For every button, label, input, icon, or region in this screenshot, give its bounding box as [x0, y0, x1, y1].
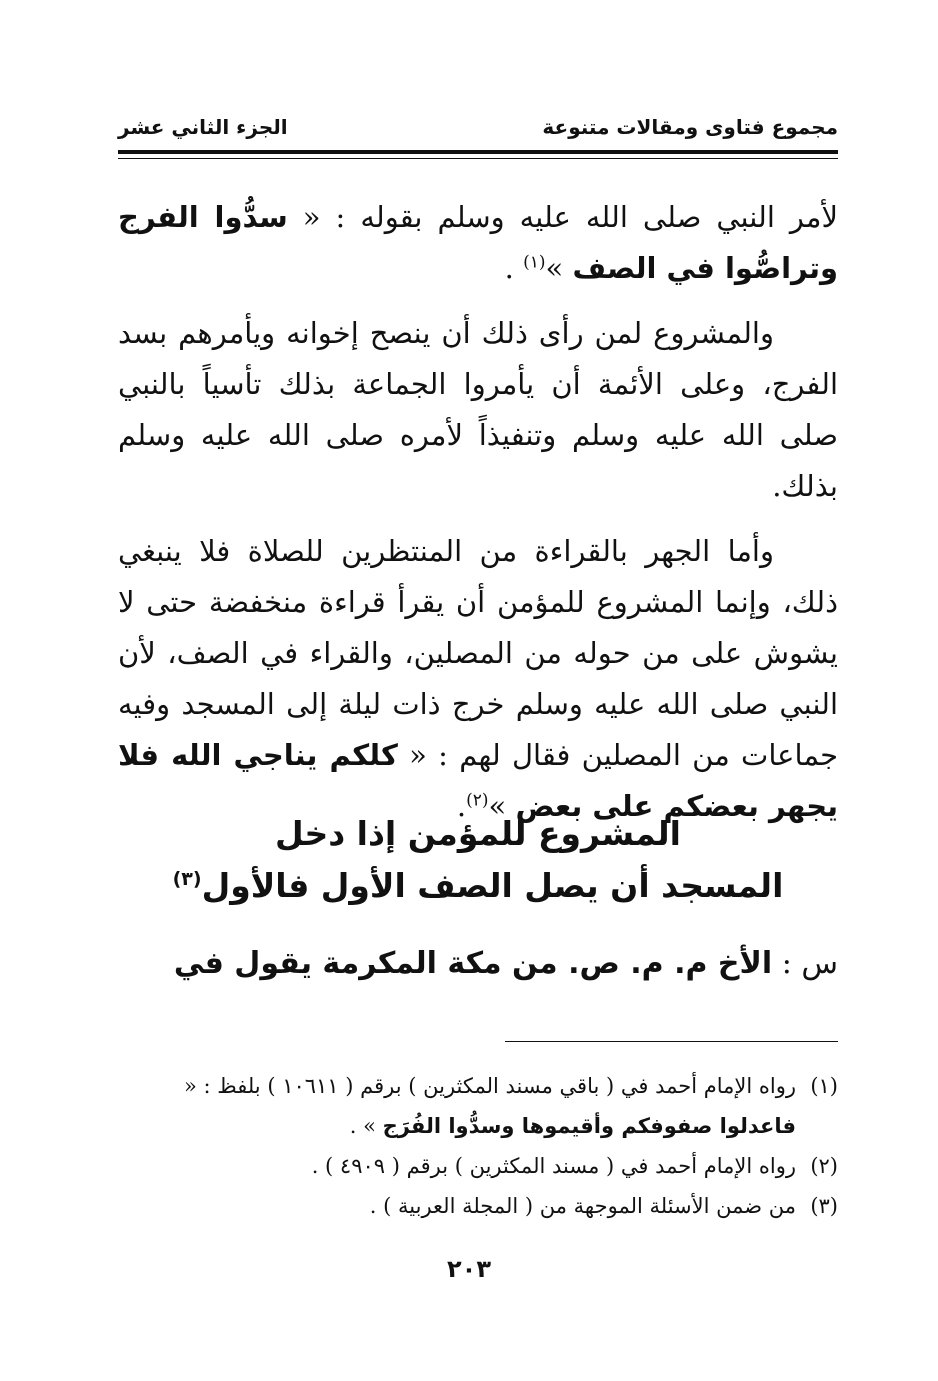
paragraph-1-end: .	[504, 251, 524, 285]
page-number: ٢٠٣	[447, 1255, 491, 1283]
footnote-ref-1: (١)	[523, 252, 546, 273]
footnote-1-number: (١)	[810, 1074, 838, 1098]
paragraph-1	[118, 192, 838, 294]
question-line	[118, 938, 838, 990]
section-heading	[118, 808, 838, 912]
section-heading-line-2	[118, 860, 838, 912]
footnote-3	[118, 1186, 838, 1226]
question-label: س :	[772, 946, 838, 981]
footnote-2-text: رواه الإمام أحمد في ( مسند المكثرين ) برقم ( ٤٩٠٩ ) .	[311, 1154, 796, 1178]
footnote-ref-3: (٣)	[172, 868, 202, 890]
footnotes	[118, 1066, 838, 1226]
question-text: الأخ م. م. ص. من مكة المكرمة يقول في	[173, 946, 773, 981]
footnote-3-number: (٣)	[810, 1194, 838, 1218]
quote-close-2: »	[488, 789, 516, 823]
paragraph-3-text: وأما الجهر بالقراءة من المنتظرين للصلاة فلا ينبغي ذلك، وإنما المشروع للمؤمن أن يقرأ قراءة منخفضة حتى لا يشوش على من حوله من المصلين، والقراء في الصف، لأن النبي صلى الله عليه وسلم خرج ذات ليلة إلى المسجد وفيه جماعات من المصلين فقال لهم : «	[118, 534, 839, 772]
paragraph-2	[118, 308, 838, 512]
running-header	[118, 115, 838, 145]
footnote-3-text: من ضمن الأسئلة الموجهة من ( المجلة العربية ) .	[369, 1194, 796, 1218]
section-heading-line-2-text: المسجد أن يصل الصف الأول فالأول	[201, 866, 784, 905]
hadith-quote-2: كلكم يناجي الله فلا يجهر بعضكم على بعض	[118, 738, 838, 823]
footnote-1-end: » .	[349, 1114, 383, 1138]
hadith-quote-1: سدُّوا الفرج وتراصُّوا في الصف	[118, 200, 838, 285]
footnote-1-quote: فاعدلوا صفوفكم وأقيموها وسدُّوا الفُرَج	[382, 1114, 796, 1138]
footnote-separator	[505, 1041, 838, 1042]
header-book-title: مجموع فتاوى ومقالات متنوعة	[542, 115, 838, 139]
footnote-ref-2: (٢)	[466, 790, 489, 811]
footnote-2	[118, 1146, 838, 1186]
footnote-2-number: (٢)	[810, 1154, 838, 1178]
main-text	[118, 192, 838, 846]
paragraph-2-text: والمشروع لمن رأى ذلك أن ينصح إخوانه ويأمرهم بسد الفرج، وعلى الأئمة أن يأمروا الجماعة بذلك تأسياً بالنبي صلى الله عليه وسلم وتنفيذاً لأمره صلى الله عليه وسلم بذلك.	[118, 316, 838, 503]
header-volume: الجزء الثاني عشر	[118, 115, 288, 139]
footnote-1	[118, 1066, 838, 1146]
quote-close-1: »	[545, 251, 573, 285]
paragraph-3-end: .	[456, 789, 467, 823]
header-rule-thin	[118, 158, 838, 159]
paragraph-3	[118, 526, 838, 832]
paragraph-1-text: لأمر النبي صلى الله عليه وسلم بقوله : «	[287, 200, 838, 234]
section-heading-line-1: المشروع للمؤمن إذا دخل	[275, 814, 681, 853]
header-rule-thick	[118, 150, 838, 154]
footnote-1-text: رواه الإمام أحمد في ( باقي مسند المكثرين ) برقم ( ١٠٦١١ ) بلفظ : «	[184, 1074, 796, 1098]
